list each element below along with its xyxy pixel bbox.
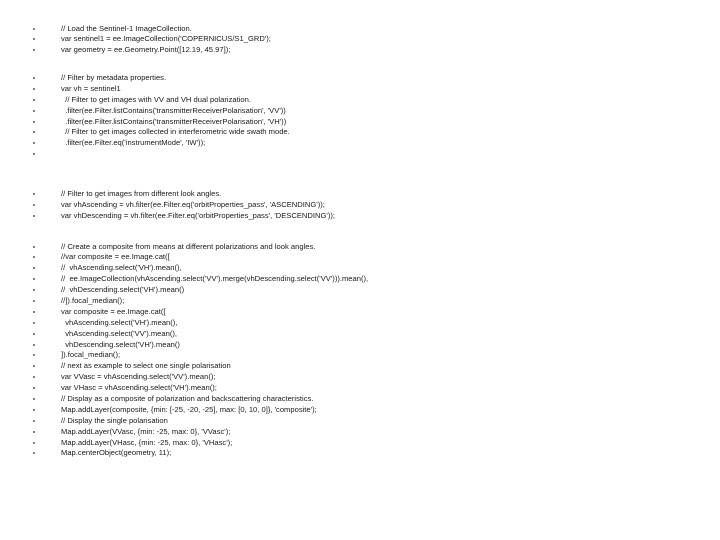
code-text: //]).focal_median(); <box>61 295 125 305</box>
code-text: // next as example to select one single polarisation <box>61 361 231 371</box>
code-text: // Load the Sentinel-1 ImageCollection. <box>61 23 192 33</box>
code-text: //var composite = ee.Image.cat([ <box>61 252 170 262</box>
code-text: // ee.ImageCollection(vhAscending.select('VV').merge(vhDescending.select('VV'))).mean(), <box>61 274 369 284</box>
code-text: .filter(ee.Filter.listContains('transmitterReceiverPolarisation', 'VV')) <box>61 105 286 115</box>
bullet-icon <box>33 77 35 79</box>
bullet-icon <box>33 365 35 367</box>
code-text: Map.addLayer(composite, {min: [-25, -20, -25], max: [0, 10, 0]}, 'composite'); <box>61 404 317 414</box>
bullet-icon <box>33 38 35 40</box>
bullet-icon <box>33 409 35 411</box>
code-line <box>0 394 720 405</box>
code-text: // Create a composite from means at different polarizations and look angles. <box>61 241 316 251</box>
code-line <box>0 405 720 416</box>
bullet-icon <box>33 442 35 444</box>
code-text: Map.addLayer(VVasc, {min: -25, max: 0}, 'VVasc'); <box>61 426 231 436</box>
bullet-icon <box>33 204 35 206</box>
code-line <box>0 127 720 138</box>
code-block-filter-look-angles <box>0 189 720 222</box>
code-line <box>0 189 720 200</box>
code-text: .filter(ee.Filter.listContains('transmitterReceiverPolarisation', 'VH')) <box>61 116 287 126</box>
code-line <box>0 285 720 296</box>
code-line <box>0 372 720 383</box>
code-line <box>0 117 720 128</box>
bullet-icon <box>33 142 35 144</box>
code-text: // Display as a composite of polarization and backscattering characteristics. <box>61 393 314 403</box>
code-text: var composite = ee.Image.cat([ <box>61 306 166 316</box>
code-text: var VHasc = vhAscending.select('VH').mean(); <box>61 383 217 393</box>
code-text: // vhDescending.select('VH').mean() <box>61 285 185 295</box>
bullet-icon <box>33 333 35 335</box>
bullet-icon <box>33 246 35 248</box>
bullet-icon <box>33 376 35 378</box>
bullet-icon <box>33 344 35 346</box>
code-line <box>0 296 720 307</box>
code-line <box>0 361 720 372</box>
code-line <box>0 24 720 35</box>
code-line <box>0 329 720 340</box>
code-block-filter-metadata <box>0 73 720 160</box>
code-text: Map.centerObject(geometry, 11); <box>61 448 172 458</box>
bullet-icon <box>33 278 35 280</box>
code-line <box>0 340 720 351</box>
code-line <box>0 242 720 253</box>
code-text: ]).focal_median(); <box>61 350 121 360</box>
bullet-icon <box>33 420 35 422</box>
bullet-icon <box>33 88 35 90</box>
code-text: vhAscending.select('VV').mean(), <box>61 328 178 338</box>
code-line <box>0 438 720 449</box>
code-text: var sentinel1 = ee.ImageCollection('COPERNICUS/S1_GRD'); <box>61 34 271 44</box>
bullet-icon <box>33 452 35 454</box>
code-line <box>0 95 720 106</box>
code-text: vhDescending.select('VH').mean() <box>61 339 180 349</box>
code-line <box>0 211 720 222</box>
bullet-icon <box>33 289 35 291</box>
code-text: var geometry = ee.Geometry.Point([12.19, 45.97]); <box>61 45 231 55</box>
code-text: var vh = sentinel1 <box>61 83 121 93</box>
code-line <box>0 416 720 427</box>
bullet-icon <box>33 311 35 313</box>
code-line <box>0 252 720 263</box>
code-line <box>0 307 720 318</box>
bullet-icon <box>33 300 35 302</box>
code-text: // Filter to get images collected in interferometric wide swath mode. <box>61 127 290 137</box>
code-text: // Filter by metadata properties. <box>61 73 167 82</box>
code-block-composite-and-display <box>0 242 720 460</box>
code-text: // Display the single polarisation <box>61 415 168 425</box>
code-line <box>0 73 720 84</box>
code-line <box>0 84 720 95</box>
code-text: var vhAscending = vh.filter(ee.Filter.eq('orbitProperties_pass', 'ASCENDING')); <box>61 199 325 209</box>
bullet-icon <box>33 110 35 112</box>
bullet-icon <box>33 322 35 324</box>
bullet-icon <box>33 387 35 389</box>
code-line <box>0 350 720 361</box>
code-line <box>0 263 720 274</box>
code-text: // Filter to get images from different look angles. <box>61 189 222 198</box>
code-line <box>0 149 720 160</box>
bullet-icon <box>33 28 35 30</box>
code-text: Map.addLayer(VHasc, {min: -25, max: 0}, 'VHasc'); <box>61 437 233 447</box>
code-line <box>0 138 720 149</box>
bullet-icon <box>33 215 35 217</box>
code-line <box>0 448 720 459</box>
code-block-load-collection <box>0 24 720 57</box>
code-text: // vhAscending.select('VH').mean(), <box>61 263 182 273</box>
bullet-icon <box>33 49 35 51</box>
code-line <box>0 106 720 117</box>
code-text: var vhDescending = vh.filter(ee.Filter.eq('orbitProperties_pass', 'DESCENDING')); <box>61 210 336 220</box>
bullet-icon <box>33 431 35 433</box>
code-text: .filter(ee.Filter.eq('instrumentMode', 'IW')); <box>61 138 206 148</box>
code-line <box>0 34 720 45</box>
bullet-icon <box>33 99 35 101</box>
bullet-icon <box>33 131 35 133</box>
bullet-icon <box>33 267 35 269</box>
bullet-icon <box>33 153 35 155</box>
bullet-icon <box>33 256 35 258</box>
code-line <box>0 427 720 438</box>
bullet-icon <box>33 354 35 356</box>
bullet-icon <box>33 193 35 195</box>
code-text: // Filter to get images with VV and VH dual polarization. <box>61 94 251 104</box>
code-text: var VVasc = vhAscending.select('VV').mean(); <box>61 372 216 382</box>
code-line <box>0 274 720 285</box>
bullet-icon <box>33 398 35 400</box>
bullet-icon <box>33 121 35 123</box>
code-line <box>0 318 720 329</box>
code-line <box>0 383 720 394</box>
code-line <box>0 45 720 56</box>
code-text: vhAscending.select('VH').mean(), <box>61 317 178 327</box>
code-line <box>0 200 720 211</box>
